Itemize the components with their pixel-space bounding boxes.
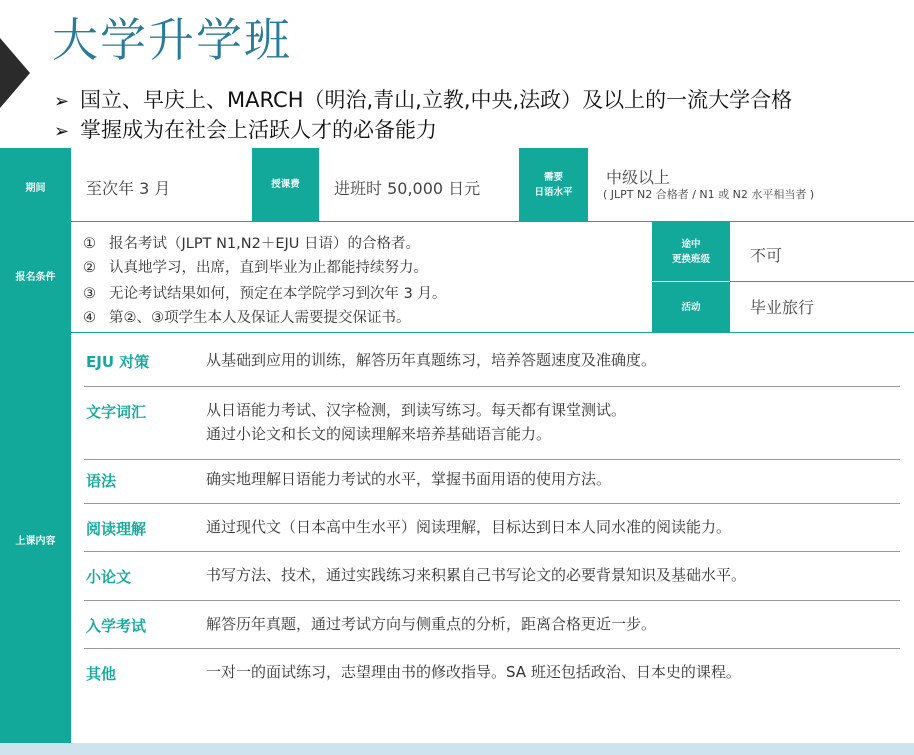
class-transfer-label: 途中 更换班级 [652, 222, 730, 281]
bullet-list [54, 86, 792, 146]
course-name: 文字词汇 [86, 403, 147, 421]
divider [84, 551, 900, 552]
bottom-band [0, 743, 914, 755]
course-description: 通过现代文（日本高中生水平）阅读理解，目标达到日本人同水准的阅读能力。 [206, 518, 732, 536]
divider [84, 600, 900, 601]
arrow-bullet-icon: ➢ [54, 91, 70, 112]
arrow-bullet-icon: ➢ [54, 121, 70, 142]
divider [84, 503, 900, 504]
divider [730, 281, 914, 282]
period-label: 期间 [25, 183, 46, 194]
course-name: 入学考试 [86, 617, 147, 635]
course-description: 一对一的面试练习，志望理由书的修改指导。SA 班还包括政治、日本史的课程。 [206, 663, 741, 681]
fee-label: 授课费 [252, 148, 319, 221]
course-description: 从基础到应用的训练，解答历年真题练习，培养答题速度及准确度。 [206, 351, 657, 369]
activity-value: 毕业旅行 [750, 298, 815, 317]
level-value: 中级以上 [606, 168, 671, 187]
course-content-label: 上课内容 [15, 536, 56, 547]
activity-label: 活动 [652, 282, 730, 332]
requirements-label: 报名条件 [15, 272, 56, 283]
requirement-item: ③ 无论考试结果如何，预定在本学院学习到次年 3 月。 [83, 286, 447, 302]
course-description: 书写方法、技术，通过实践练习来积累自己书写论文的必要背景知识及基础水平。 [206, 566, 747, 584]
bullet-item: ➢ 国立、早庆上、MARCH（明治,青山,立教,中央,法政）及以上的一流大学合格 [54, 86, 792, 116]
course-description: 通过小论文和长文的阅读理解来培养基础语言能力。 [206, 425, 552, 443]
requirement-item: ④ 第②、③项学生本人及保证人需要提交保证书。 [83, 310, 411, 326]
course-name: 阅读理解 [86, 520, 147, 538]
divider [71, 221, 914, 222]
course-description: 确实地理解日语能力考试的水平，掌握书面用语的使用方法。 [206, 470, 612, 488]
course-name: 语法 [86, 472, 117, 490]
class-transfer-value: 不可 [750, 246, 783, 265]
bullet-item: ➢ 掌握成为在社会上活跃人才的必备能力 [54, 116, 792, 146]
divider [84, 459, 900, 460]
divider [71, 332, 914, 333]
japanese-level-label: 需要 日语水平 [519, 148, 588, 221]
chevron-decoration-icon [0, 38, 30, 108]
period-value: 至次年 3 月 [86, 179, 171, 198]
divider [84, 648, 900, 649]
course-info-table [0, 148, 914, 755]
course-name: 其他 [86, 665, 117, 683]
requirement-item: ② 认真地学习，出席，直到毕业为止都能持续努力。 [83, 260, 428, 276]
level-note: ( JLPT N2 合格者 / N1 或 N2 水平相当者 ) [603, 188, 815, 201]
page-title: 大学升学班 [52, 13, 292, 67]
requirement-item: ① 报名考试（JLPT N1,N2＋EJU 日语）的合格者。 [83, 236, 420, 252]
fee-value: 进班时 50,000 日元 [334, 179, 481, 198]
course-description: 解答历年真题，通过考试方向与侧重点的分析，距离合格更近一步。 [206, 615, 657, 633]
divider [84, 386, 900, 387]
course-description: 从日语能力考试、汉字检测，到读写练习。每天都有课堂测试。 [206, 401, 627, 419]
course-name: 小论文 [86, 568, 132, 586]
side-label-column [0, 148, 71, 743]
course-name: EJU 对策 [86, 353, 150, 371]
